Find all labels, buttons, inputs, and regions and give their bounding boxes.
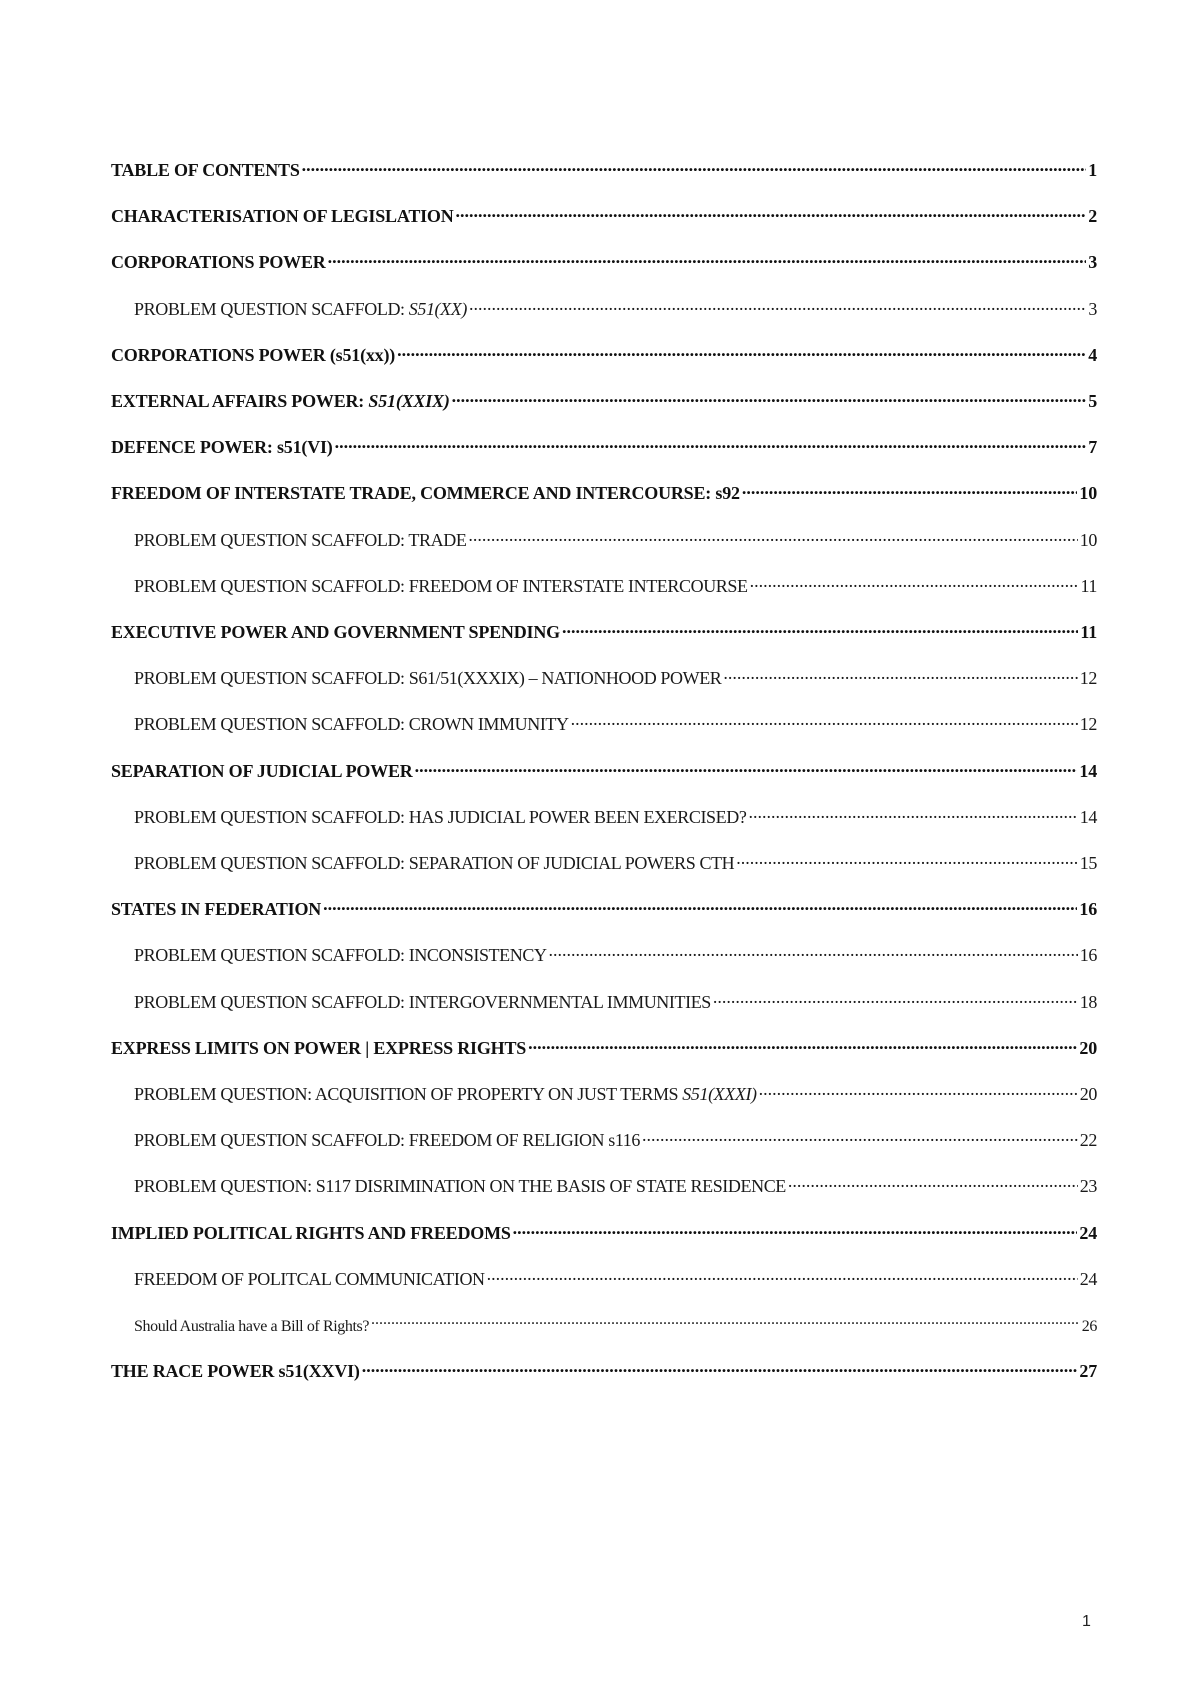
toc-subheading-entry[interactable] — [134, 1309, 1097, 1335]
toc-entry-page: 10 — [1079, 530, 1097, 550]
toc-entry-label — [111, 390, 450, 412]
toc-entry-label-text: PROBLEM QUESTION SCAFFOLD: INTERGOVERNMENTAL IMMUNITIES — [134, 992, 711, 1012]
toc-entry-label-text: PROBLEM QUESTION SCAFFOLD: SEPARATION OF JUDICIAL POWERS CTH — [134, 853, 735, 873]
toc-entry-page: 7 — [1088, 437, 1097, 457]
dot-leader — [723, 662, 1077, 684]
toc-entry-page: 18 — [1079, 992, 1097, 1012]
toc-entry-label — [134, 529, 466, 551]
toc-heading-entry[interactable] — [111, 339, 1097, 365]
toc-subheading-entry[interactable] — [134, 847, 1097, 873]
toc-entry-label-text: CORPORATIONS POWER (s51(xx)) — [111, 345, 396, 365]
toc-entry-label-italic: S51(XXXI) — [682, 1084, 757, 1104]
toc-entry-label-text: PROBLEM QUESTION: ACQUISITION OF PROPERTY ON JUST TERMS — [134, 1084, 683, 1104]
dot-leader — [397, 339, 1086, 361]
toc-subheading-entry[interactable] — [134, 570, 1097, 596]
toc-entry-page: 1 — [1088, 160, 1097, 180]
toc-entry-label-text: PROBLEM QUESTION SCAFFOLD: FREEDOM OF INTERSTATE INTERCOURSE — [134, 576, 748, 596]
toc-entry-page: 27 — [1079, 1361, 1097, 1381]
toc-entry-page: 26 — [1081, 1318, 1097, 1335]
toc-entry-label — [111, 760, 413, 782]
dot-leader — [328, 246, 1087, 268]
toc-entry-page: 4 — [1088, 345, 1097, 365]
toc-subheading-entry[interactable] — [134, 708, 1097, 734]
toc-heading-entry[interactable] — [111, 431, 1097, 457]
dot-leader — [528, 1032, 1077, 1054]
toc-entry-label-text: TABLE OF CONTENTS — [111, 160, 300, 180]
toc-entry-label — [111, 251, 326, 273]
toc-entry-label — [111, 205, 454, 227]
dot-leader — [513, 1217, 1078, 1239]
dot-leader — [456, 200, 1087, 222]
toc-heading-entry[interactable] — [111, 200, 1097, 226]
toc-entry-page: 16 — [1079, 899, 1097, 919]
toc-entry-label-text: PROBLEM QUESTION SCAFFOLD: HAS JUDICIAL POWER BEEN EXERCISED? — [134, 807, 747, 827]
toc-entry-page: 20 — [1079, 1084, 1097, 1104]
toc-entry-label — [111, 1360, 360, 1382]
toc-entry-page: 11 — [1080, 576, 1097, 596]
toc-entry-page: 23 — [1079, 1176, 1097, 1196]
dot-leader — [642, 1124, 1078, 1146]
toc-subheading-entry[interactable] — [134, 524, 1097, 550]
toc-entry-page: 11 — [1080, 622, 1097, 642]
toc-entry-label — [134, 1316, 369, 1338]
toc-entry-label-text: FREEDOM OF POLITCAL COMMUNICATION — [134, 1269, 485, 1289]
toc-entry-page: 10 — [1079, 483, 1097, 503]
toc-entry-label-italic: S51(XXIX) — [368, 391, 450, 411]
dot-leader — [742, 477, 1078, 499]
toc-entry-label — [111, 482, 740, 504]
toc-entry-label-text: THE RACE POWER s51(XXVI) — [111, 1361, 360, 1381]
toc-entry-page: 24 — [1079, 1269, 1097, 1289]
toc-entry-page: 2 — [1088, 206, 1097, 226]
toc-entry-label-text: IMPLIED POLITICAL RIGHTS AND FREEDOMS — [111, 1223, 511, 1243]
toc-entry-label — [111, 159, 300, 181]
toc-entry-label — [134, 298, 467, 320]
toc-subheading-entry[interactable] — [134, 939, 1097, 965]
toc-subheading-entry[interactable] — [134, 662, 1097, 688]
toc-heading-entry[interactable] — [111, 755, 1097, 781]
toc-entry-page: 12 — [1079, 668, 1097, 688]
toc-entry-label-text: PROBLEM QUESTION SCAFFOLD: — [134, 299, 409, 319]
toc-subheading-entry[interactable] — [134, 1263, 1097, 1289]
toc-entry-label-italic: S51(XX) — [408, 299, 467, 319]
toc-entry-label — [134, 667, 721, 689]
toc-entry-page: 5 — [1088, 391, 1097, 411]
toc-entry-label — [134, 944, 547, 966]
toc-entry-label — [134, 991, 711, 1013]
toc-entry-label-text: EXECUTIVE POWER AND GOVERNMENT SPENDING — [111, 622, 560, 642]
dot-leader — [302, 154, 1087, 176]
dot-leader — [571, 708, 1078, 730]
page-number: 1 — [1082, 1613, 1091, 1630]
toc-subheading-entry[interactable] — [134, 1124, 1097, 1150]
toc-entry-page: 22 — [1079, 1130, 1097, 1150]
toc-entry-page: 3 — [1088, 299, 1097, 319]
dot-leader — [788, 1170, 1078, 1192]
toc-entry-page: 3 — [1088, 252, 1097, 272]
toc-entry-label-text: STATES IN FEDERATION — [111, 899, 322, 919]
toc-heading-entry[interactable] — [111, 477, 1097, 503]
toc-entry-page: 24 — [1079, 1223, 1097, 1243]
toc-entry-label — [134, 713, 569, 735]
dot-leader — [335, 431, 1087, 453]
toc-heading-entry[interactable] — [111, 616, 1097, 642]
toc-entry-label — [111, 1222, 511, 1244]
toc-subheading-entry[interactable] — [134, 293, 1097, 319]
toc-entry-label-text: EXPRESS LIMITS ON POWER | EXPRESS RIGHTS — [111, 1038, 527, 1058]
toc-entry-label — [134, 575, 748, 597]
toc-entry-page: 14 — [1079, 761, 1097, 781]
toc-entry-label-text: EXTERNAL AFFAIRS POWER: — [111, 391, 369, 411]
toc-entry-label — [134, 1175, 786, 1197]
toc-entry-label-text: CORPORATIONS POWER — [111, 252, 326, 272]
dot-leader — [415, 755, 1078, 777]
dot-leader — [748, 801, 1077, 823]
toc-heading-entry[interactable] — [111, 154, 1097, 180]
toc-subheading-entry[interactable] — [134, 1170, 1097, 1196]
dot-leader — [549, 939, 1078, 961]
toc-entry-label — [134, 852, 734, 874]
toc-entry-page: 12 — [1079, 714, 1097, 734]
toc-entry-label — [134, 1268, 485, 1290]
toc-entry-label-text: FREEDOM OF INTERSTATE TRADE, COMMERCE AND INTERCOURSE: s92 — [111, 483, 740, 503]
toc-heading-entry[interactable] — [111, 1355, 1097, 1381]
dot-leader — [452, 385, 1087, 407]
toc-heading-entry[interactable] — [111, 1032, 1097, 1058]
toc-entry-page: 16 — [1079, 945, 1097, 965]
dot-leader — [736, 847, 1078, 869]
toc-entry-label — [111, 898, 321, 920]
toc-subheading-entry[interactable] — [134, 801, 1097, 827]
toc-entry-label — [134, 1129, 640, 1151]
toc-entry-label — [111, 436, 333, 458]
toc-entry-label-text: PROBLEM QUESTION SCAFFOLD: TRADE — [134, 530, 467, 550]
toc-subheading-entry[interactable] — [134, 986, 1097, 1012]
toc-entry-label-text: Should Australia have a Bill of Rights? — [134, 1318, 370, 1335]
toc-entry-label-text: DEFENCE POWER: s51(VI) — [111, 437, 333, 457]
toc-entry-page: 20 — [1079, 1038, 1097, 1058]
toc-entry-label — [111, 621, 560, 643]
toc-entry-label-text: SEPARATION OF JUDICIAL POWER — [111, 761, 413, 781]
toc-heading-entry[interactable] — [111, 893, 1097, 919]
toc-heading-entry[interactable] — [111, 1217, 1097, 1243]
toc-entry-label — [134, 1083, 757, 1105]
toc-entry-label-text: PROBLEM QUESTION: S117 DISRIMINATION ON THE BASIS OF STATE RESIDENCE — [134, 1176, 786, 1196]
toc-subheading-entry[interactable] — [134, 1078, 1097, 1104]
dot-leader — [750, 570, 1079, 592]
toc-heading-entry[interactable] — [111, 385, 1097, 411]
toc-heading-entry[interactable] — [111, 246, 1097, 272]
toc-entry-label-text: PROBLEM QUESTION SCAFFOLD: CROWN IMMUNITY — [134, 714, 569, 734]
dot-leader — [323, 893, 1077, 915]
dot-leader — [371, 1309, 1080, 1331]
toc-entry-label-text: PROBLEM QUESTION SCAFFOLD: FREEDOM OF RELIGION s116 — [134, 1130, 640, 1150]
toc-entry-page: 15 — [1079, 853, 1097, 873]
toc-entry-label-text: CHARACTERISATION OF LEGISLATION — [111, 206, 454, 226]
dot-leader — [713, 986, 1078, 1008]
toc-entry-label — [134, 806, 746, 828]
toc-entry-label-text: PROBLEM QUESTION SCAFFOLD: S61/51(XXXIX) – NATIONHOOD POWER — [134, 668, 722, 688]
dot-leader — [759, 1078, 1078, 1100]
toc-entry-label — [111, 344, 395, 366]
dot-leader — [469, 293, 1086, 315]
dot-leader — [562, 616, 1078, 638]
dot-leader — [468, 524, 1077, 546]
toc-entry-label — [111, 1037, 526, 1059]
toc-entry-label-text: PROBLEM QUESTION SCAFFOLD: INCONSISTENCY — [134, 945, 547, 965]
dot-leader — [362, 1355, 1078, 1377]
dot-leader — [487, 1263, 1078, 1285]
toc-entry-page: 14 — [1079, 807, 1097, 827]
